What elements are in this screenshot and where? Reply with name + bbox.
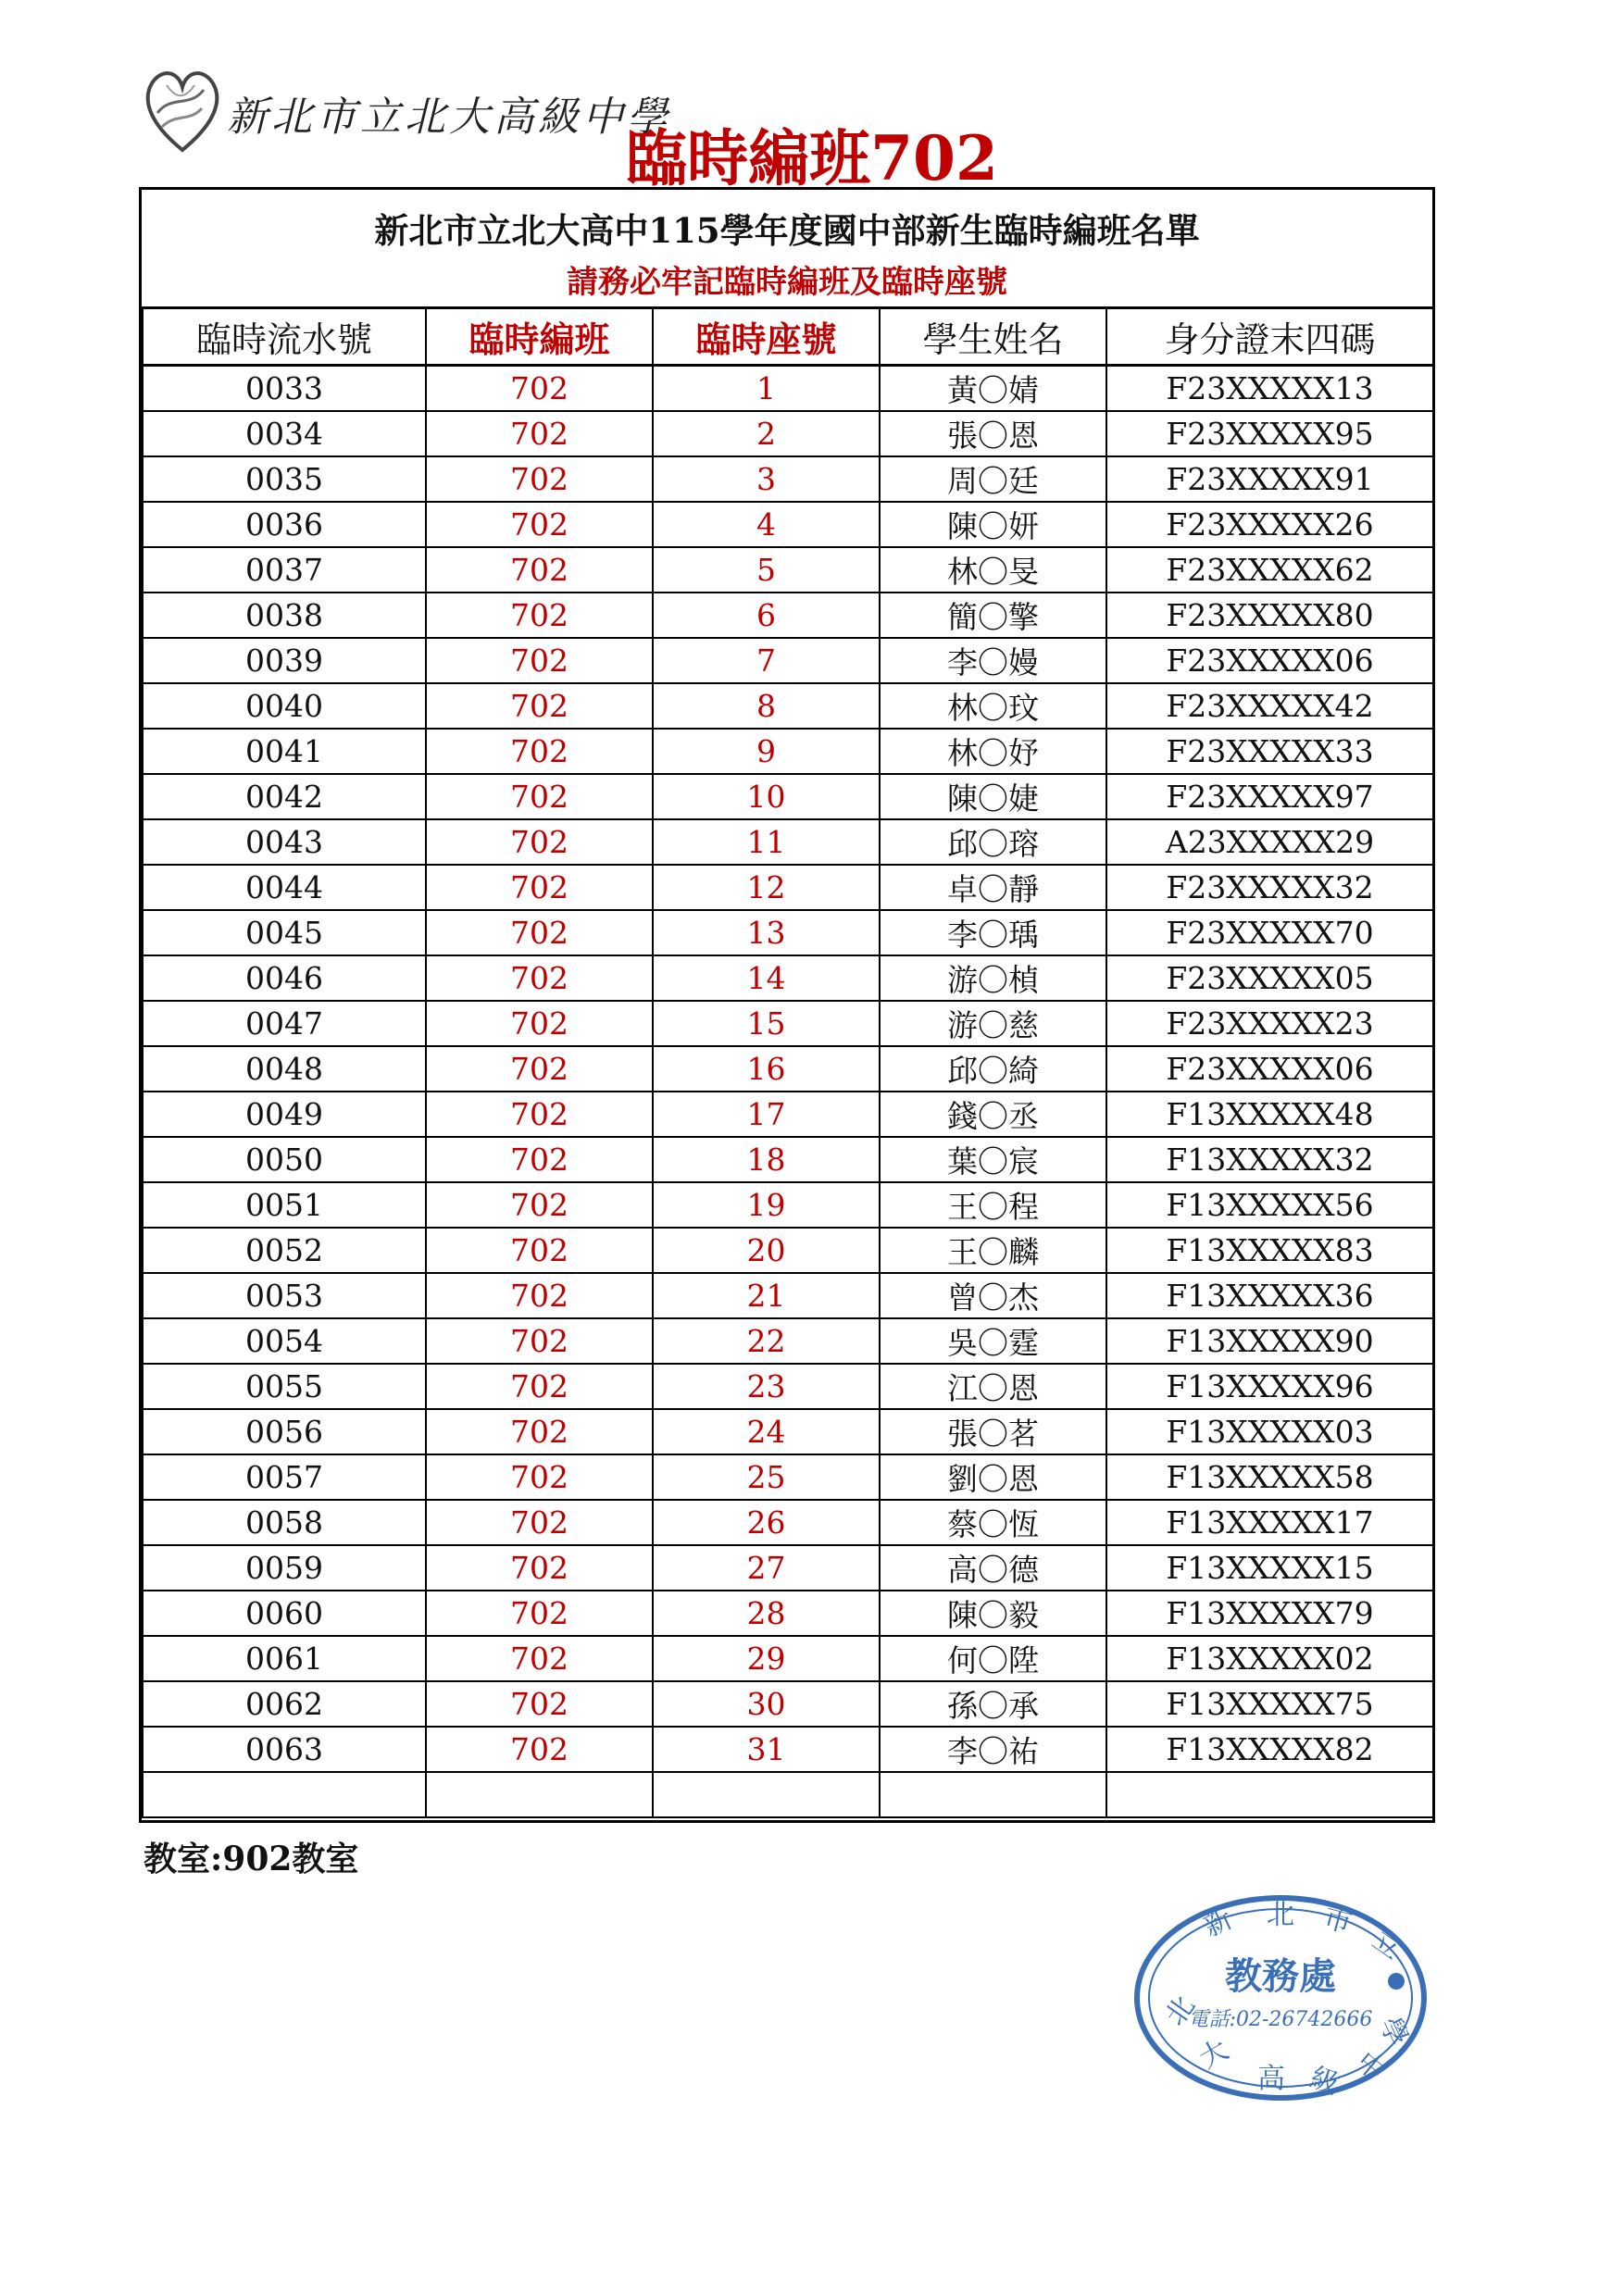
cell-id: A23XXXXX29 bbox=[1106, 819, 1433, 865]
cell-class: 702 bbox=[426, 366, 653, 412]
cell-id: F13XXXXX90 bbox=[1106, 1318, 1433, 1364]
cell-seat: 16 bbox=[653, 1046, 880, 1092]
cell-id bbox=[1106, 1772, 1433, 1817]
svg-text:電話:02-26742666: 電話:02-26742666 bbox=[1188, 2008, 1373, 2031]
cell-seat: 15 bbox=[653, 1001, 880, 1046]
table-row bbox=[143, 729, 1433, 774]
cell-class: 702 bbox=[426, 910, 653, 955]
cell-seat: 24 bbox=[653, 1409, 880, 1454]
cell-class: 702 bbox=[426, 593, 653, 638]
cell-class: 702 bbox=[426, 1454, 653, 1500]
cell-seat: 1 bbox=[653, 366, 880, 412]
table-row bbox=[143, 1727, 1433, 1772]
sheet-title: 新北市立北大高中115學年度國中部新生臨時編班名單 bbox=[374, 210, 1200, 251]
svg-text:教務處: 教務處 bbox=[1225, 1954, 1336, 1998]
cell-seat: 28 bbox=[653, 1591, 880, 1636]
cell-id: F13XXXXX79 bbox=[1106, 1591, 1433, 1636]
cell-seat: 22 bbox=[653, 1318, 880, 1364]
cell-serial: 0058 bbox=[143, 1500, 426, 1545]
cell-serial: 0046 bbox=[143, 955, 426, 1001]
cell-serial: 0051 bbox=[143, 1182, 426, 1228]
cell-serial: 0039 bbox=[143, 638, 426, 683]
cell-id: F23XXXXX33 bbox=[1106, 729, 1433, 774]
cell-serial: 0036 bbox=[143, 502, 426, 547]
cell-seat: 8 bbox=[653, 683, 880, 729]
cell-id: F13XXXXX17 bbox=[1106, 1500, 1433, 1545]
cell-id: F23XXXXX32 bbox=[1106, 865, 1433, 910]
cell-serial: 0056 bbox=[143, 1409, 426, 1454]
cell-serial: 0043 bbox=[143, 819, 426, 865]
cell-class: 702 bbox=[426, 1318, 653, 1364]
cell-seat: 30 bbox=[653, 1681, 880, 1727]
cell-class: 702 bbox=[426, 774, 653, 819]
cell-id: F13XXXXX58 bbox=[1106, 1454, 1433, 1500]
cell-name: 陳〇婕 bbox=[880, 774, 1106, 819]
cell-seat: 7 bbox=[653, 638, 880, 683]
cell-seat: 20 bbox=[653, 1228, 880, 1273]
cell-class bbox=[426, 1772, 653, 1817]
cell-serial: 0057 bbox=[143, 1454, 426, 1500]
cell-class: 702 bbox=[426, 1727, 653, 1772]
cell-serial bbox=[143, 1772, 426, 1817]
cell-id: F23XXXXX13 bbox=[1106, 366, 1433, 412]
cell-serial: 0033 bbox=[143, 366, 426, 412]
cell-serial: 0060 bbox=[143, 1591, 426, 1636]
cell-name: 李〇祐 bbox=[880, 1727, 1106, 1772]
cell-name: 李〇嫚 bbox=[880, 638, 1106, 683]
cell-class: 702 bbox=[426, 1046, 653, 1092]
cell-serial: 0061 bbox=[143, 1636, 426, 1681]
cell-class: 702 bbox=[426, 1500, 653, 1545]
cell-id: F23XXXXX26 bbox=[1106, 502, 1433, 547]
cell-id: F23XXXXX62 bbox=[1106, 547, 1433, 593]
cell-name: 邱〇綺 bbox=[880, 1046, 1106, 1092]
cell-serial: 0038 bbox=[143, 593, 426, 638]
cell-id: F13XXXXX48 bbox=[1106, 1092, 1433, 1137]
cell-class: 702 bbox=[426, 456, 653, 502]
cell-name: 林〇妤 bbox=[880, 729, 1106, 774]
cell-id: F23XXXXX97 bbox=[1106, 774, 1433, 819]
cell-seat: 23 bbox=[653, 1364, 880, 1409]
cell-name: 游〇楨 bbox=[880, 955, 1106, 1001]
cell-name: 林〇玟 bbox=[880, 683, 1106, 729]
cell-class: 702 bbox=[426, 729, 653, 774]
svg-text:高: 高 bbox=[1257, 2063, 1285, 2095]
svg-text:新: 新 bbox=[1198, 1902, 1238, 1944]
cell-id: F13XXXXX15 bbox=[1106, 1545, 1433, 1591]
cell-name: 李〇瑀 bbox=[880, 910, 1106, 955]
cell-class: 702 bbox=[426, 1182, 653, 1228]
cell-name: 周〇廷 bbox=[880, 456, 1106, 502]
table-row bbox=[143, 456, 1433, 502]
cell-seat: 26 bbox=[653, 1500, 880, 1545]
cell-name: 邱〇瑢 bbox=[880, 819, 1106, 865]
cell-id: F23XXXXX23 bbox=[1106, 1001, 1433, 1046]
cell-name: 陳〇妍 bbox=[880, 502, 1106, 547]
table-row bbox=[143, 1001, 1433, 1046]
table-row bbox=[143, 1636, 1433, 1681]
cell-name: 蔡〇恆 bbox=[880, 1500, 1106, 1545]
cell-serial: 0052 bbox=[143, 1228, 426, 1273]
cell-seat: 4 bbox=[653, 502, 880, 547]
table-row bbox=[143, 1137, 1433, 1182]
cell-name: 卓〇靜 bbox=[880, 865, 1106, 910]
cell-name: 張〇恩 bbox=[880, 411, 1106, 456]
cell-id: F13XXXXX02 bbox=[1106, 1636, 1433, 1681]
table-row bbox=[143, 1454, 1433, 1500]
cell-name: 吳〇霆 bbox=[880, 1318, 1106, 1364]
cell-seat: 13 bbox=[653, 910, 880, 955]
cell-class: 702 bbox=[426, 1681, 653, 1727]
table-row bbox=[143, 1364, 1433, 1409]
cell-serial: 0044 bbox=[143, 865, 426, 910]
cell-id: F13XXXXX03 bbox=[1106, 1409, 1433, 1454]
cell-seat: 19 bbox=[653, 1182, 880, 1228]
cell-serial: 0045 bbox=[143, 910, 426, 955]
cell-class: 702 bbox=[426, 1545, 653, 1591]
table-row bbox=[143, 955, 1433, 1001]
table-row bbox=[143, 1046, 1433, 1092]
cell-seat: 31 bbox=[653, 1727, 880, 1772]
svg-text:級: 級 bbox=[1305, 2061, 1343, 2102]
cell-name: 林〇旻 bbox=[880, 547, 1106, 593]
table-row bbox=[143, 502, 1433, 547]
cell-name: 劉〇恩 bbox=[880, 1454, 1106, 1500]
cell-class: 702 bbox=[426, 1273, 653, 1318]
table-row bbox=[143, 411, 1433, 456]
sheet-subtitle: 請務必牢記臨時編班及臨時座號 bbox=[567, 264, 1007, 301]
col-header-seat: 臨時座號 bbox=[653, 308, 880, 366]
cell-serial: 0042 bbox=[143, 774, 426, 819]
cell-seat: 14 bbox=[653, 955, 880, 1001]
cell-seat: 17 bbox=[653, 1092, 880, 1137]
table-row bbox=[143, 1182, 1433, 1228]
cell-serial: 0049 bbox=[143, 1092, 426, 1137]
col-header-name: 學生姓名 bbox=[880, 308, 1106, 366]
table-row bbox=[143, 547, 1433, 593]
cell-id: F13XXXXX36 bbox=[1106, 1273, 1433, 1318]
cell-id: F13XXXXX32 bbox=[1106, 1137, 1433, 1182]
cell-name bbox=[880, 1772, 1106, 1817]
cell-class: 702 bbox=[426, 1409, 653, 1454]
cell-serial: 0035 bbox=[143, 456, 426, 502]
cell-name: 錢〇丞 bbox=[880, 1092, 1106, 1137]
svg-text:中: 中 bbox=[1349, 2045, 1393, 2089]
cell-class: 702 bbox=[426, 547, 653, 593]
cell-class: 702 bbox=[426, 1001, 653, 1046]
cell-serial: 0053 bbox=[143, 1273, 426, 1318]
cell-class: 702 bbox=[426, 1092, 653, 1137]
table-row bbox=[143, 910, 1433, 955]
col-header-id: 身分證末四碼 bbox=[1106, 308, 1433, 366]
cell-id: F13XXXXX82 bbox=[1106, 1727, 1433, 1772]
cell-serial: 0047 bbox=[143, 1001, 426, 1046]
table-row bbox=[143, 1409, 1433, 1454]
table-row bbox=[143, 1500, 1433, 1545]
roster-table bbox=[142, 306, 1434, 1818]
cell-serial: 0040 bbox=[143, 683, 426, 729]
cell-seat: 25 bbox=[653, 1454, 880, 1500]
cell-class: 702 bbox=[426, 1137, 653, 1182]
cell-serial: 0034 bbox=[143, 411, 426, 456]
cell-seat: 27 bbox=[653, 1545, 880, 1591]
cell-class: 702 bbox=[426, 1636, 653, 1681]
col-header-serial: 臨時流水號 bbox=[143, 308, 426, 366]
cell-seat: 18 bbox=[653, 1137, 880, 1182]
cell-class: 702 bbox=[426, 411, 653, 456]
svg-text:學: 學 bbox=[1372, 2012, 1415, 2052]
col-header-class: 臨時編班 bbox=[426, 308, 653, 366]
cell-name: 葉〇宸 bbox=[880, 1137, 1106, 1182]
table-row bbox=[143, 638, 1433, 683]
cell-name: 王〇麟 bbox=[880, 1228, 1106, 1273]
cell-name: 張〇茗 bbox=[880, 1409, 1106, 1454]
roster-body bbox=[143, 366, 1433, 1818]
cell-name: 簡〇擎 bbox=[880, 593, 1106, 638]
office-stamp bbox=[1128, 1889, 1433, 2111]
table-row bbox=[143, 819, 1433, 865]
cell-id: F23XXXXX80 bbox=[1106, 593, 1433, 638]
stamp-seal-icon bbox=[1128, 1889, 1433, 2111]
table-row bbox=[143, 1318, 1433, 1364]
cell-serial: 0059 bbox=[143, 1545, 426, 1591]
cell-class: 702 bbox=[426, 1364, 653, 1409]
cell-class: 702 bbox=[426, 502, 653, 547]
classroom-note: 教室:902教室 bbox=[144, 1840, 359, 1878]
cell-id: F13XXXXX56 bbox=[1106, 1182, 1433, 1228]
table-header-row bbox=[143, 308, 1433, 366]
page-title: 臨時編班702 bbox=[626, 122, 998, 194]
cell-name: 陳〇毅 bbox=[880, 1591, 1106, 1636]
cell-name: 黃〇婧 bbox=[880, 366, 1106, 412]
cell-name: 何〇陞 bbox=[880, 1636, 1106, 1681]
cell-id: F23XXXXX95 bbox=[1106, 411, 1433, 456]
svg-text:北: 北 bbox=[1158, 1990, 1202, 2032]
cell-name: 王〇程 bbox=[880, 1182, 1106, 1228]
cell-id: F13XXXXX75 bbox=[1106, 1681, 1433, 1727]
cell-name: 游〇慈 bbox=[880, 1001, 1106, 1046]
cell-serial: 0054 bbox=[143, 1318, 426, 1364]
cell-seat: 12 bbox=[653, 865, 880, 910]
table-row bbox=[143, 593, 1433, 638]
cell-seat: 3 bbox=[653, 456, 880, 502]
cell-name: 高〇德 bbox=[880, 1545, 1106, 1591]
cell-seat: 9 bbox=[653, 729, 880, 774]
cell-serial: 0062 bbox=[143, 1681, 426, 1727]
table-row bbox=[143, 1092, 1433, 1137]
cell-seat: 21 bbox=[653, 1273, 880, 1318]
cell-seat: 10 bbox=[653, 774, 880, 819]
cell-class: 702 bbox=[426, 1591, 653, 1636]
cell-id: F23XXXXX91 bbox=[1106, 456, 1433, 502]
cell-seat bbox=[653, 1772, 880, 1817]
table-row bbox=[143, 683, 1433, 729]
cell-id: F23XXXXX06 bbox=[1106, 1046, 1433, 1092]
table-row bbox=[143, 1681, 1433, 1727]
svg-text:大: 大 bbox=[1193, 2033, 1234, 2076]
cell-id: F23XXXXX70 bbox=[1106, 910, 1433, 955]
cell-class: 702 bbox=[426, 1228, 653, 1273]
cell-id: F23XXXXX42 bbox=[1106, 683, 1433, 729]
cell-class: 702 bbox=[426, 819, 653, 865]
cell-serial: 0041 bbox=[143, 729, 426, 774]
cell-serial: 0048 bbox=[143, 1046, 426, 1092]
cell-serial: 0055 bbox=[143, 1364, 426, 1409]
cell-seat: 2 bbox=[653, 411, 880, 456]
svg-text:立: 立 bbox=[1366, 1923, 1408, 1966]
cell-id: F23XXXXX05 bbox=[1106, 955, 1433, 1001]
logo-text: 新北市立北大高級中學 bbox=[227, 94, 671, 141]
cell-name: 江〇恩 bbox=[880, 1364, 1106, 1409]
cell-serial: 0063 bbox=[143, 1727, 426, 1772]
cell-name: 孫〇承 bbox=[880, 1681, 1106, 1727]
table-row bbox=[143, 774, 1433, 819]
cell-id: F13XXXXX96 bbox=[1106, 1364, 1433, 1409]
cell-class: 702 bbox=[426, 955, 653, 1001]
table-row bbox=[143, 1772, 1433, 1817]
cell-id: F23XXXXX06 bbox=[1106, 638, 1433, 683]
cell-class: 702 bbox=[426, 683, 653, 729]
cell-seat: 29 bbox=[653, 1636, 880, 1681]
cell-class: 702 bbox=[426, 638, 653, 683]
cell-class: 702 bbox=[426, 865, 653, 910]
roster-sheet bbox=[139, 187, 1435, 1823]
cell-id: F13XXXXX83 bbox=[1106, 1228, 1433, 1273]
cell-seat: 6 bbox=[653, 593, 880, 638]
table-row bbox=[143, 1545, 1433, 1591]
table-row bbox=[143, 1273, 1433, 1318]
svg-text:市: 市 bbox=[1319, 1901, 1355, 1940]
table-row bbox=[143, 366, 1433, 412]
cell-seat: 5 bbox=[653, 547, 880, 593]
table-row bbox=[143, 1591, 1433, 1636]
svg-text:北: 北 bbox=[1267, 1899, 1294, 1931]
cell-serial: 0050 bbox=[143, 1137, 426, 1182]
table-row bbox=[143, 865, 1433, 910]
cell-name: 曾〇杰 bbox=[880, 1273, 1106, 1318]
table-row bbox=[143, 1228, 1433, 1273]
cell-seat: 11 bbox=[653, 819, 880, 865]
cell-serial: 0037 bbox=[143, 547, 426, 593]
